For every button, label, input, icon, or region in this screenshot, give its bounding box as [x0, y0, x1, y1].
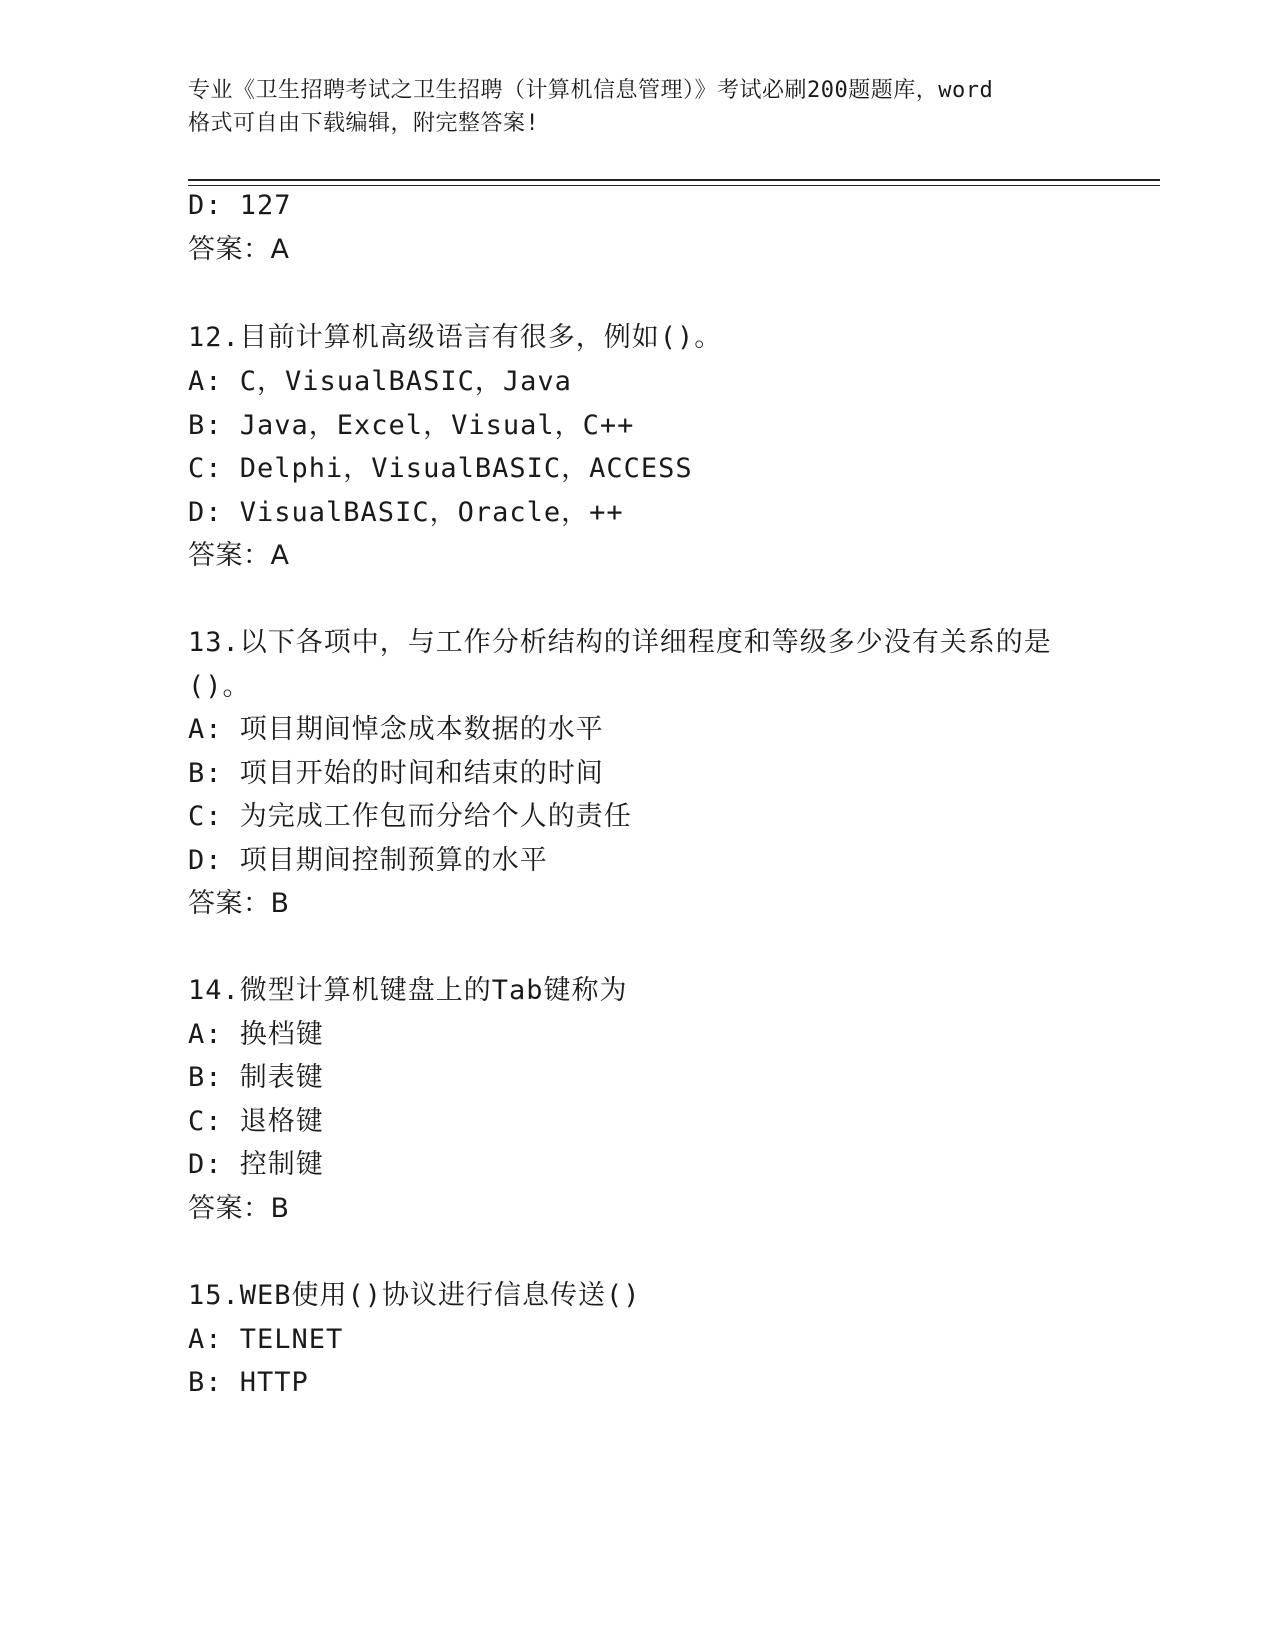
- document-header: [188, 74, 1088, 140]
- q14-answer: 答案：B: [188, 1193, 290, 1224]
- q13-answer: 答案：B: [188, 888, 290, 919]
- q14-option-d: D: 控制键: [188, 1149, 324, 1180]
- header-divider-thick: [188, 179, 1160, 181]
- q12-option-c: C: Delphi，VisualBASIC，ACCESS: [188, 453, 693, 484]
- q13-stem-line1: 13.以下各项中，与工作分析结构的详细程度和等级多少没有关系的是: [188, 627, 1052, 658]
- q14-option-a: A: 换档键: [188, 1019, 324, 1050]
- q15-option-b: B: HTTP: [188, 1367, 309, 1398]
- q11-option-d: D: 127: [188, 190, 292, 221]
- q12-stem: 12.目前计算机高级语言有很多，例如()。: [188, 322, 723, 353]
- q11-answer: 答案：A: [188, 234, 290, 265]
- q12-option-a: A: C，VisualBASIC，Java: [188, 366, 572, 397]
- q13-option-d: D: 项目期间控制预算的水平: [188, 845, 548, 876]
- q12-option-b: B: Java，Excel，Visual，C++: [188, 410, 635, 441]
- q12-answer: 答案：A: [188, 540, 290, 571]
- header-title-line2: 格式可自由下载编辑，附完整答案!: [188, 111, 540, 136]
- q15-option-a: A: TELNET: [188, 1324, 344, 1355]
- q13-option-a: A: 项目期间悼念成本数据的水平: [188, 714, 604, 745]
- q13-option-b: B: 项目开始的时间和结束的时间: [188, 758, 604, 789]
- q12-option-d: D: VisualBASIC，Oracle，++: [188, 497, 624, 528]
- header-divider-thin: [188, 185, 1160, 186]
- header-title-line1: 专业《卫生招聘考试之卫生招聘（计算机信息管理）》考试必刷200题题库，word: [188, 78, 994, 103]
- q13-stem-line2: ()。: [188, 671, 251, 702]
- q13-option-c: C: 为完成工作包而分给个人的责任: [188, 801, 632, 832]
- q14-option-c: C: 退格键: [188, 1106, 324, 1137]
- q15-stem: 15.WEB使用()协议进行信息传送(): [188, 1280, 641, 1311]
- q14-option-b: B: 制表键: [188, 1062, 324, 1093]
- q14-stem: 14.微型计算机键盘上的Tab键称为: [188, 975, 628, 1006]
